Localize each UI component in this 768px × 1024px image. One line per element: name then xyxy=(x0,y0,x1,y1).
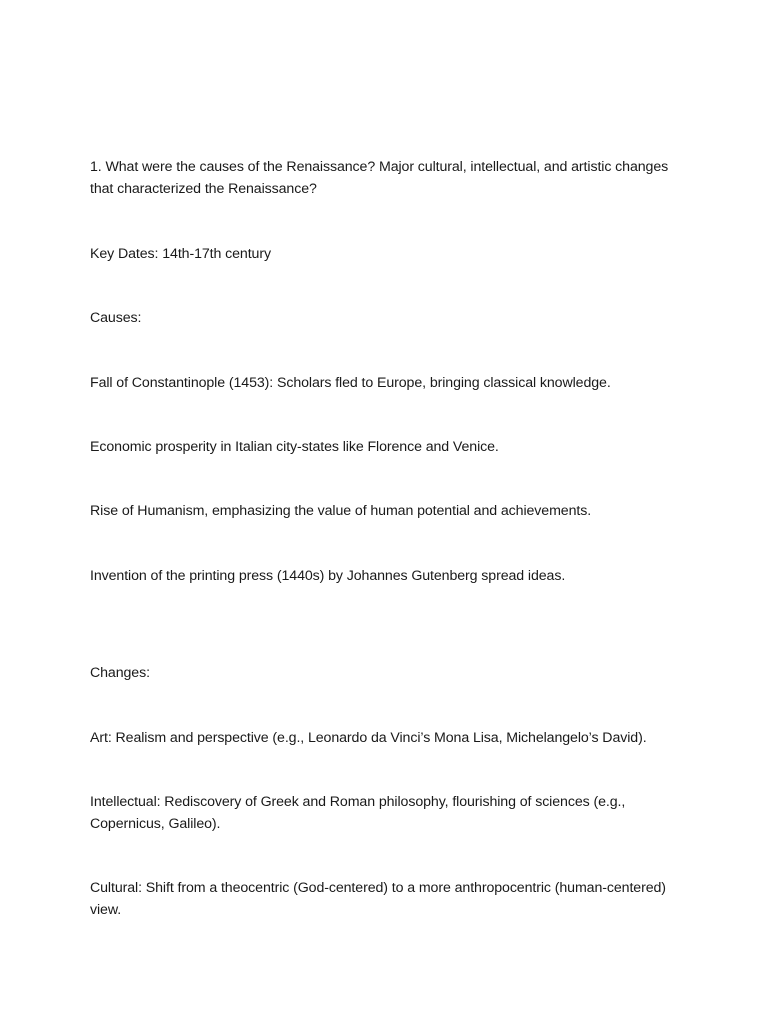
changes-heading: Changes: xyxy=(90,665,150,681)
question-text: 1. What were the causes of the Renaissance? Major cultural, intellectual, and artistic changes that characterized the Renaissance? xyxy=(90,159,669,197)
causes-heading: Causes: xyxy=(90,310,142,326)
cause-item: Economic prosperity in Italian city-states like Florence and Venice. xyxy=(90,439,499,455)
cause-item: Rise of Humanism, emphasizing the value of human potential and achievements. xyxy=(90,503,592,519)
change-item: Art: Realism and perspective (e.g., Leonardo da Vinci’s Mona Lisa, Michelangelo’s David). xyxy=(90,730,647,746)
change-item: Intellectual: Rediscovery of Greek and Roman philosophy, flourishing of sciences (e.g., Copernicus, Galileo). xyxy=(90,794,626,832)
change-item: Cultural: Shift from a theocentric (God-centered) to a more anthropocentric (human-centered) view. xyxy=(90,880,666,918)
cause-item: Invention of the printing press (1440s) by Johannes Gutenberg spread ideas. xyxy=(90,568,566,584)
cause-item: Fall of Constantinople (1453): Scholars fled to Europe, bringing classical knowledge. xyxy=(90,375,611,391)
key-dates-text: Key Dates: 14th-17th century xyxy=(90,246,271,262)
